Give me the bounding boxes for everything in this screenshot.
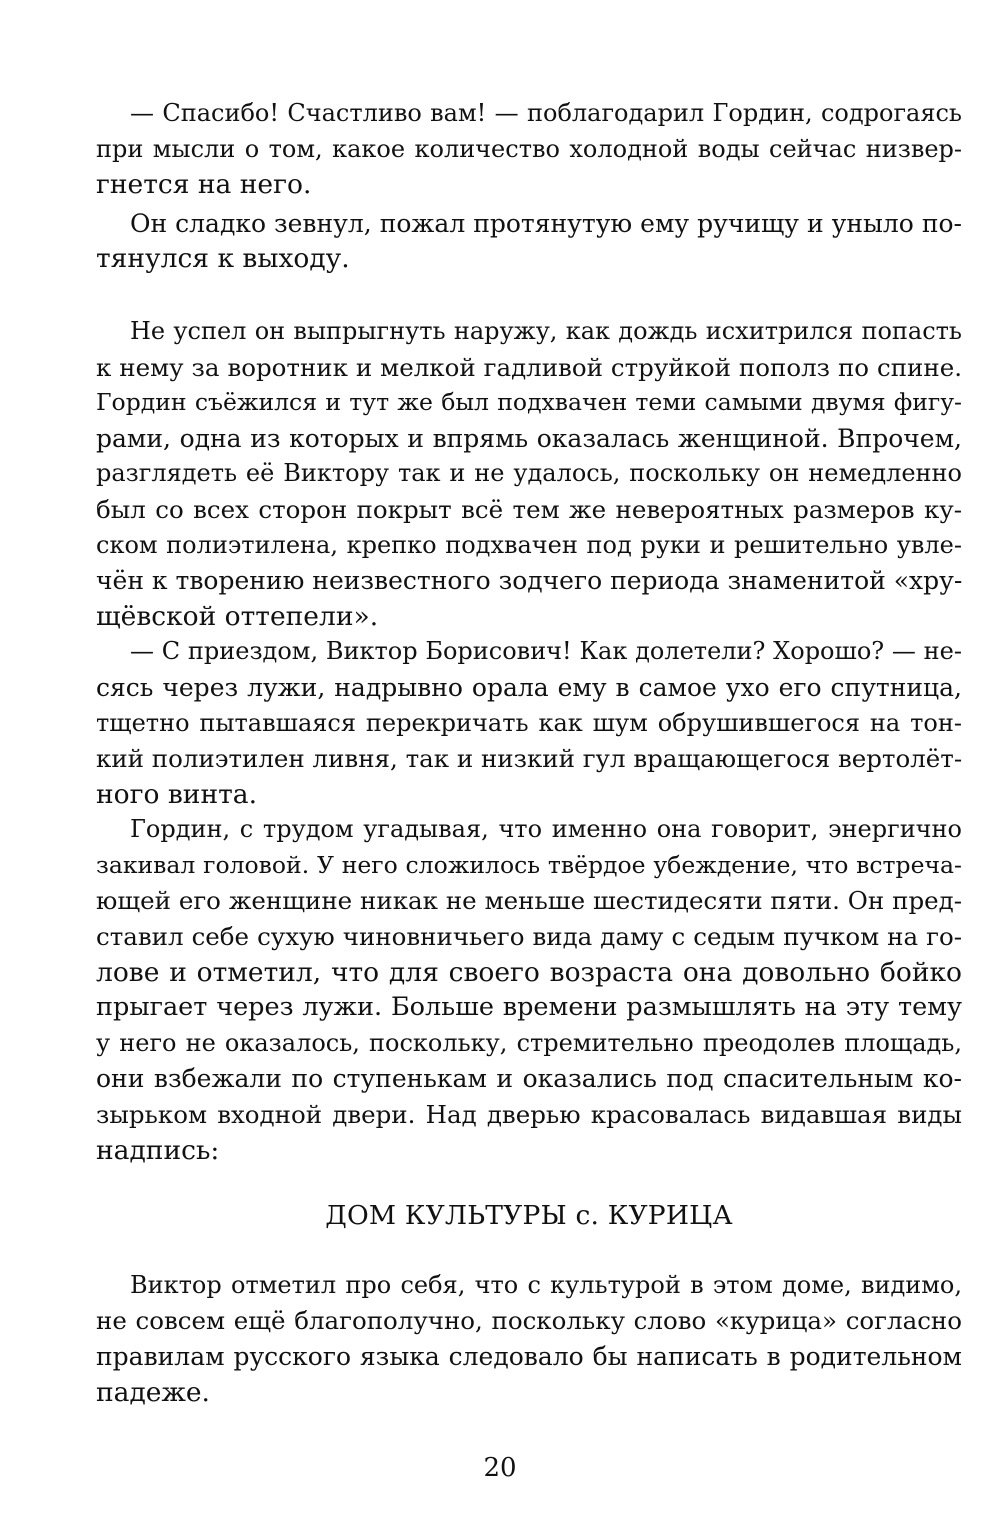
text-line: рами, одна из которых и впрямь оказалась женщиной. Впрочем, <box>96 423 962 453</box>
text-line: ставил себе сухую чиновничьего вида даму с седым пучком на го- <box>96 922 962 952</box>
text-line: ющей его женщине никак не меньше шестидесяти пяти. Он пред- <box>96 886 962 916</box>
text-line: был со всех сторон покрыт всё тем же невероятных размеров ку- <box>96 494 962 524</box>
paragraph-rain <box>96 314 962 634</box>
text-line: прыгает через лужи. Больше времени размышлять на эту тему <box>96 992 962 1023</box>
page-body <box>96 96 962 1410</box>
sign-heading: ДОМ КУЛЬТУРЫ с. КУРИЦА <box>325 1200 733 1232</box>
text-line: Не успел он выпрыгнуть наружу, как дождь исхитрился попасть <box>130 316 962 345</box>
paragraph-yawn <box>96 206 962 277</box>
text-line: — Спасибо! Счастливо вам! — поблагодарил Гордин, содрогаясь <box>130 99 962 127</box>
text-line: они взбежали по ступенькам и оказались под спасительным ко- <box>96 1064 962 1094</box>
text-line: при мысли о том, какое количество холодной воды сейчас низвер- <box>96 134 962 163</box>
text-line: Виктор отметил про себя, что с культурой в этом доме, видимо, <box>130 1270 962 1299</box>
text-line: щёвской оттепели». <box>96 600 379 632</box>
text-line: у него не оказалось, поскольку, стремительно преодолев площадь, <box>96 1028 962 1057</box>
text-line: ного винта. <box>96 778 258 810</box>
text-line: Гордин, с трудом угадывая, что именно она говорит, энергично <box>130 815 962 844</box>
text-line: тянулся к выходу. <box>96 243 350 275</box>
paragraph-greeting <box>96 634 962 812</box>
text-line: зырьком входной двери. Над дверью красовалась видавшая виды <box>96 1100 962 1130</box>
text-line: ском полиэтилена, крепко подхвачен под руки и решительно увле- <box>96 530 962 559</box>
text-line: кий полиэтилен ливня, так и низкий гул вращающегося вертолёт- <box>96 744 962 774</box>
page-number: 20 <box>483 1453 517 1483</box>
text-line: лове и отметил, что для своего возраста она довольно бойко <box>96 956 962 988</box>
text-line: — С приездом, Виктор Борисович! Как долетели? Хорошо? — не- <box>130 637 962 666</box>
text-line: чён к творению неизвестного зодчего периода знаменитой «хру- <box>96 566 962 596</box>
text-line: разглядеть её Виктору так и не удалось, поскольку он немедленно <box>96 459 962 488</box>
text-line: Гордин съёжился и тут же был подхвачен теми самыми двумя фигу- <box>96 388 962 417</box>
paragraph-thanks <box>96 96 962 203</box>
text-line: тщетно пытавшаяся перекричать как шум обрушившегося на тон- <box>96 708 962 737</box>
text-line: падеже. <box>96 1376 210 1408</box>
section-break <box>96 277 962 314</box>
text-line: к нему за воротник и мелкой гадливой струйкой пополз по спине. <box>96 352 962 382</box>
text-line: гнется на него. <box>96 169 312 201</box>
text-line: закивал головой. У него сложилось твёрдое убеждение, что встреча- <box>96 850 962 879</box>
paragraph-nodding <box>96 812 962 1168</box>
paragraph-closing <box>96 1268 962 1410</box>
text-line: сясь через лужи, надрывно орала ему в самое ухо его спутница, <box>96 672 962 702</box>
text-line: не совсем ещё благополучно, поскольку слово «курица» согласно <box>96 1306 962 1336</box>
text-line: Он сладко зевнул, пожал протянутую ему ручищу и уныло по- <box>130 208 962 238</box>
text-line: правилам русского языка следовало бы написать в родительном <box>96 1342 962 1371</box>
text-line: надпись: <box>96 1134 220 1166</box>
